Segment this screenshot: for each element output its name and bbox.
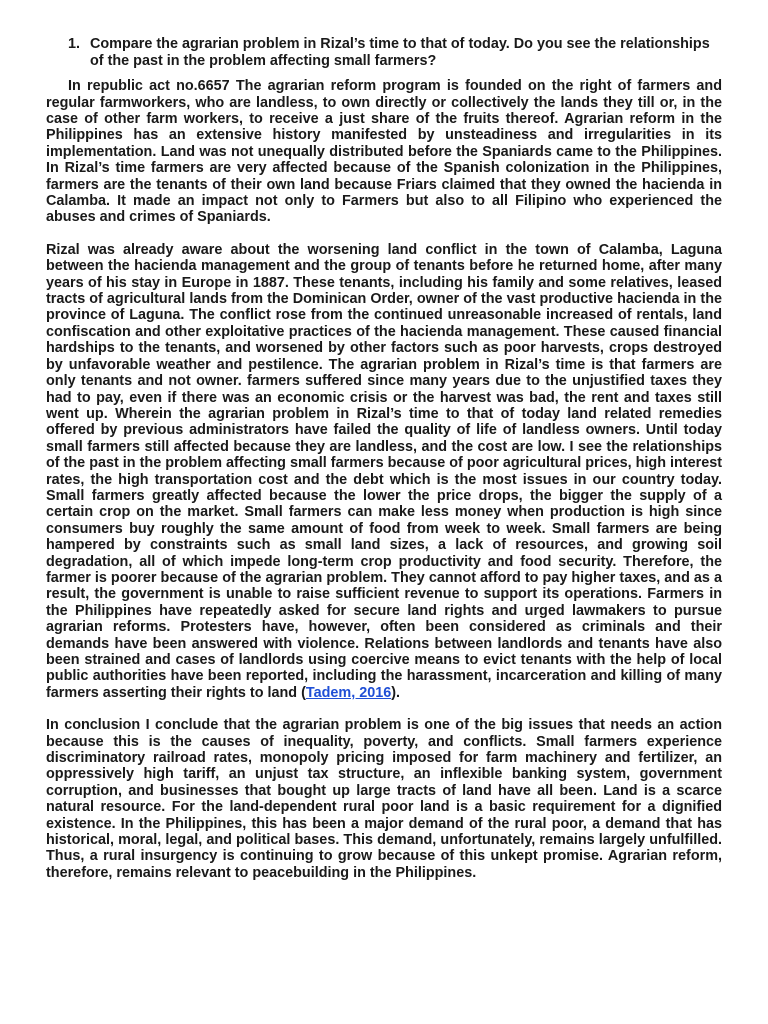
paragraph-rizal-end: ). — [391, 684, 401, 701]
paragraph-rizal-text: Rizal was already aware about the worsening land conflict in the town of Calamba, Laguna between the hacienda management and the group of tenants before he returned home, after many years of his stay in Europe in 1887. These tenants, including his family and some relatives, leased tracts of agricultural lands from the Dominican Order, owner of the vast productive hacienda in the province of Laguna. The conflict rose from the continued unreasonable increased of rentals, land confiscation and other exploitative practices of the hacienda management. These caused financial hardships to the tenants, and worsened by other factors such as poor harvests, crops destroyed by unfavorable weather and pestilence. The agrarian problem in Rizal’s time is that farmers are only tenants and not owner. farmers suffered since many years due to the unjustified taxes they had to pay, even if there was an economic crisis or the harvest was bad, the rent and taxes still went up. Wherein the agrarian problem in Rizal’s time to that of today land related remedies offered by previous administrators have failed the quality of life of landless owners. Until today small farmers still affected because they are landless, and the cost are low. I see the relationships of the past in the problem affecting small farmers because of poor agricultural prices, high interest rates, the high transportation cost and the debt which is the most issues in our country today. Small farmers greatly affected because the lower the price drops, the bigger the supply of a certain crop on the market. Small farmers can make less money when production is high since consumers buy roughly the same amount of food from week to week. Small farmers are being hampered by constraints such as small land sizes, a lack of resources, and growing soil degradation, all of which impede long-term crop productivity and food security. Therefore, the farmer is poorer because of the agrarian problem. They cannot afford to pay higher taxes, and as a result, the government is unable to raise sufficient revenue to support its operations. Farmers in the Philippines have repeatedly asked for secure land rights and urged lawmakers to pursue agrarian reforms. Protesters have, however, often been considered as criminals and their demands have been answered with violence. Relations between landlords and tenants have also been strained and cases of landlords using coercive means to evict tenants with the help of local public authorities have been reported, including the harassment, incarceration and killing of many farmers asserting their rights to land ( — [46, 241, 722, 701]
paragraph-conclusion: In conclusion I conclude that the agrarian problem is one of the big issues that needs an action because this is the causes of inequality, poverty, and conflicts. Small farmers experience discriminatory railroad rates, monopoly pricing imposed for farm machinery and fertilizer, an oppressively high tariff, an unjust tax structure, an inflexible banking system, government corruption, and businesses that bought up large tracts of land have all been. Land is a scarce natural resource. For the land-dependent rural poor land is a basic requirement for a dignified existence. In the Philippines, this has been a major demand of the rural poor, a demand that has historical, moral, legal, and political bases. This demand, unfortunately, remains largely unfulfilled. Thus, a rural insurgency is continuing to grow because of this unkept promise. Agrarian reform, therefore, remains relevant to peacebuilding in the Philippines. — [46, 717, 722, 881]
paragraph-intro: In republic act no.6657 The agrarian reform program is founded on the right of farmers and regular farmworkers, who are landless, to own directly or collectively the lands they till or, in the case of other farm workers, to receive a just share of the fruits thereof. Agrarian reform in the Philippines has an extensive history manifested by unsteadiness and irregularities in its implementation. Land was not unequally distributed before the Spaniards came to the Philippines. In Rizal’s time farmers are very affected because of the Spanish colonization in the Philippines, farmers are the tenants of their own land because Friars claimed that they owned the hacienda in Calamba. It made an impact not only to Farmers but also to all Filipino who experienced the abuses and crimes of Spaniards. — [46, 78, 722, 226]
question-text: Compare the agrarian problem in Rizal’s time to that of today. Do you see the relationships of the past in the problem affecting small farmers? — [90, 36, 710, 69]
citation-link[interactable]: Tadem, 2016 — [305, 684, 392, 701]
question-number: 1. — [68, 36, 81, 52]
question-item — [68, 36, 722, 69]
paragraph-rizal — [46, 242, 722, 701]
